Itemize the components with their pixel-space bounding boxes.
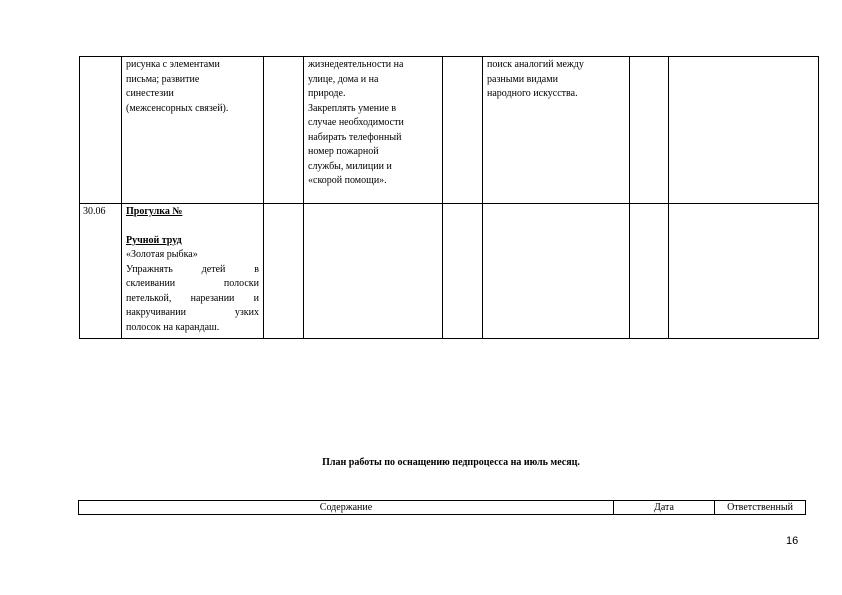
plan-heading: План работы по оснащению педпроцесса на июль месяц.	[322, 457, 580, 468]
empty-cell	[630, 204, 669, 339]
empty-cell	[304, 204, 443, 339]
date-cell	[80, 57, 122, 204]
header-date: Дата	[614, 501, 715, 515]
header-responsible: Ответственный	[715, 501, 806, 515]
walk-label: Прогулка №	[126, 206, 183, 217]
table-row	[80, 204, 819, 339]
empty-cell	[264, 204, 304, 339]
empty-cell	[443, 204, 483, 339]
page-number: 16	[786, 535, 799, 547]
empty-cell	[669, 57, 819, 204]
art-cell: поиск аналогий между разными видами народного искусства.	[483, 57, 630, 204]
activity-cell: Прогулка № Ручной труд «Золотая рыбка» Упражнять детей в склеивании полоски петелькой, нарезании и накручивании узких полосок на карандаш.	[122, 204, 264, 339]
plan-table	[78, 500, 806, 515]
date-cell: 30.06	[80, 204, 122, 339]
empty-cell	[483, 204, 630, 339]
task-title: «Золотая рыбка»	[126, 249, 198, 260]
activity-cell: рисунка с элементами письма; развитие синестезии (межсенсорных связей).	[122, 57, 264, 204]
safety-cell: жизнедеятельности на улице, дома и на природе. Закреплять умение в случае необходимости набирать телефонный номер пожарной службы, милиции и «скорой помощи».	[304, 57, 443, 204]
table-header-row	[79, 501, 806, 515]
table-row	[80, 57, 819, 204]
empty-cell	[264, 57, 304, 204]
empty-cell	[630, 57, 669, 204]
schedule-table	[79, 56, 819, 339]
empty-cell	[443, 57, 483, 204]
empty-cell	[669, 204, 819, 339]
header-content: Содержание	[79, 501, 614, 515]
labor-label: Ручной труд	[126, 234, 182, 246]
